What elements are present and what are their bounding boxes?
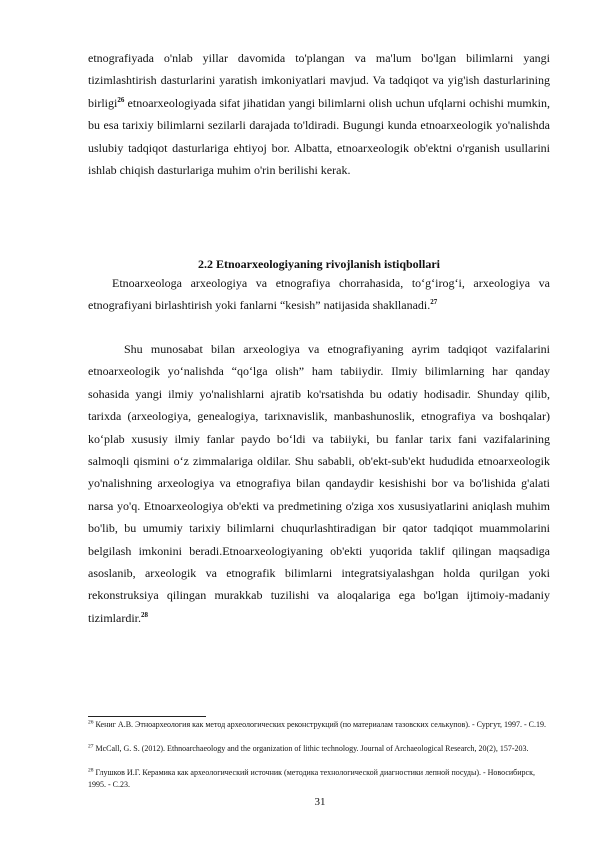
footnote-text: Глушков И.Г. Керамика как археологический источник (методика технологической диагностики лепной посуды). - Новосибирск, 1995. - С.23. bbox=[88, 768, 535, 789]
footnote-text: McCall, G. S. (2012). Ethnoarchaeology and the organization of lithic technology. Journal of Archaeological Research, 20(2), 157-203. bbox=[93, 744, 529, 753]
paragraph-2-text: Etnoarxeologa arxeologiya va etnografiya chorrahasida, to‘g‘irog‘i, arxeologiya va etnografiyani birlashtirish yoki fanlarni “kesish” natijasida shakllanadi. bbox=[88, 276, 550, 313]
footnote-ref-27[interactable]: 27 bbox=[430, 298, 438, 307]
footnote-27 bbox=[88, 743, 550, 755]
footnote-28 bbox=[88, 767, 550, 791]
paragraph-1-text-b: etnoarxeologiyada sifat jihatidan yangi bilimlarni olish uchun ufqlarni ochishi mumkin, bu esa tarixiy bilimlarni sezilarli darajada to'ldiradi. Bugungi kunda etnoarxeologik yo'nalishda uslubiy tadqiqot dasturlariga ehtiyoj bor. Albatta, etnoarxeologik ob'ektni o'rganish usullarini ishlab chiqish dasturlariga muhim o'rin berilishi kerak. bbox=[88, 95, 550, 178]
footnote-26 bbox=[88, 719, 550, 731]
page-number: 31 bbox=[314, 796, 326, 808]
paragraph-2 bbox=[88, 272, 550, 317]
footnote-text: Кениг А.В. Этноархеология как метод археологических реконструкций (по материалам тазовских селькупов). - Сургут, 1997. - С.19. bbox=[93, 720, 546, 729]
paragraph-1-text-a: etnografiyada o'nlab yillar davomida to'plangan va ma'lum bo'lgan bilimlarni yangi tizimlashtirish dasturlarini yaratish imkoniyatlari mavjud. Va tadqiqot va yig'ish dasturlarining birligi bbox=[88, 51, 550, 110]
footnote-number: 28 bbox=[88, 767, 94, 774]
footnote-number: 27 bbox=[88, 743, 94, 750]
paragraph-3-text: Shu munosabat bilan arxeologiya va etnografiyaning ayrim tadqiqot vazifalarini etnoarxeologik yo‘nalishda “qo‘lga olish” ham tabiiydir. Ilmiy bilimlarning har qanday sohasida yangi ilmiy yo'nalishlarni ajratib ko'rsatishda bu odatiy hodisadir. Shunday qilib, tarixda (arxeologiya, genealogiya, tarixnavislik, manbashunoslik, etnografiya va boshqalar) ko‘plab xususiy ilmiy fanlar paydo bo‘ldi va tabiiyki, bu fanlar tarix fani vazifalarining salmoqli qismini o‘z zimmalariga oldilar. Shu sababli, ob'ekt-sub'ekt hududida etnoarxeologik yo'nalishning arxeologiya va etnografiya bilan qandaydir kesishishi bor va bo'lishida g'alati narsa yo'q. Etnoarxeologiya ob'ekti va predmetining o'ziga xos xususiyatlarini aniqlash muhim bo'lib, bu umumiy tarixiy bilimlarni chuqurlashtiradigan bir qator tadqiqot muammolarini belgilash imkonini beradi.Etnoarxeologiyaning ob'ekti yuqorida taklif qilingan maqsadiga asoslanib, arxeologik va etnografik bilimlarni integratsiyalashgan holda qurilgan yoki rekonstruksiya qilingan murakkab tuzilishi va aloqalariga ega bo'lgan ijtimoiy-madaniy tizimlardir. bbox=[88, 342, 550, 625]
paragraph-3 bbox=[88, 338, 550, 629]
footnote-ref-26[interactable]: 26 bbox=[117, 95, 125, 104]
section-heading: 2.2 Etnoarxeologiyaning rivojlanish istiqbollari bbox=[197, 257, 441, 271]
footnote-divider bbox=[88, 716, 206, 717]
footnote-ref-28[interactable]: 28 bbox=[141, 610, 148, 619]
paragraph-1 bbox=[88, 47, 550, 181]
footnote-number: 26 bbox=[88, 719, 94, 726]
